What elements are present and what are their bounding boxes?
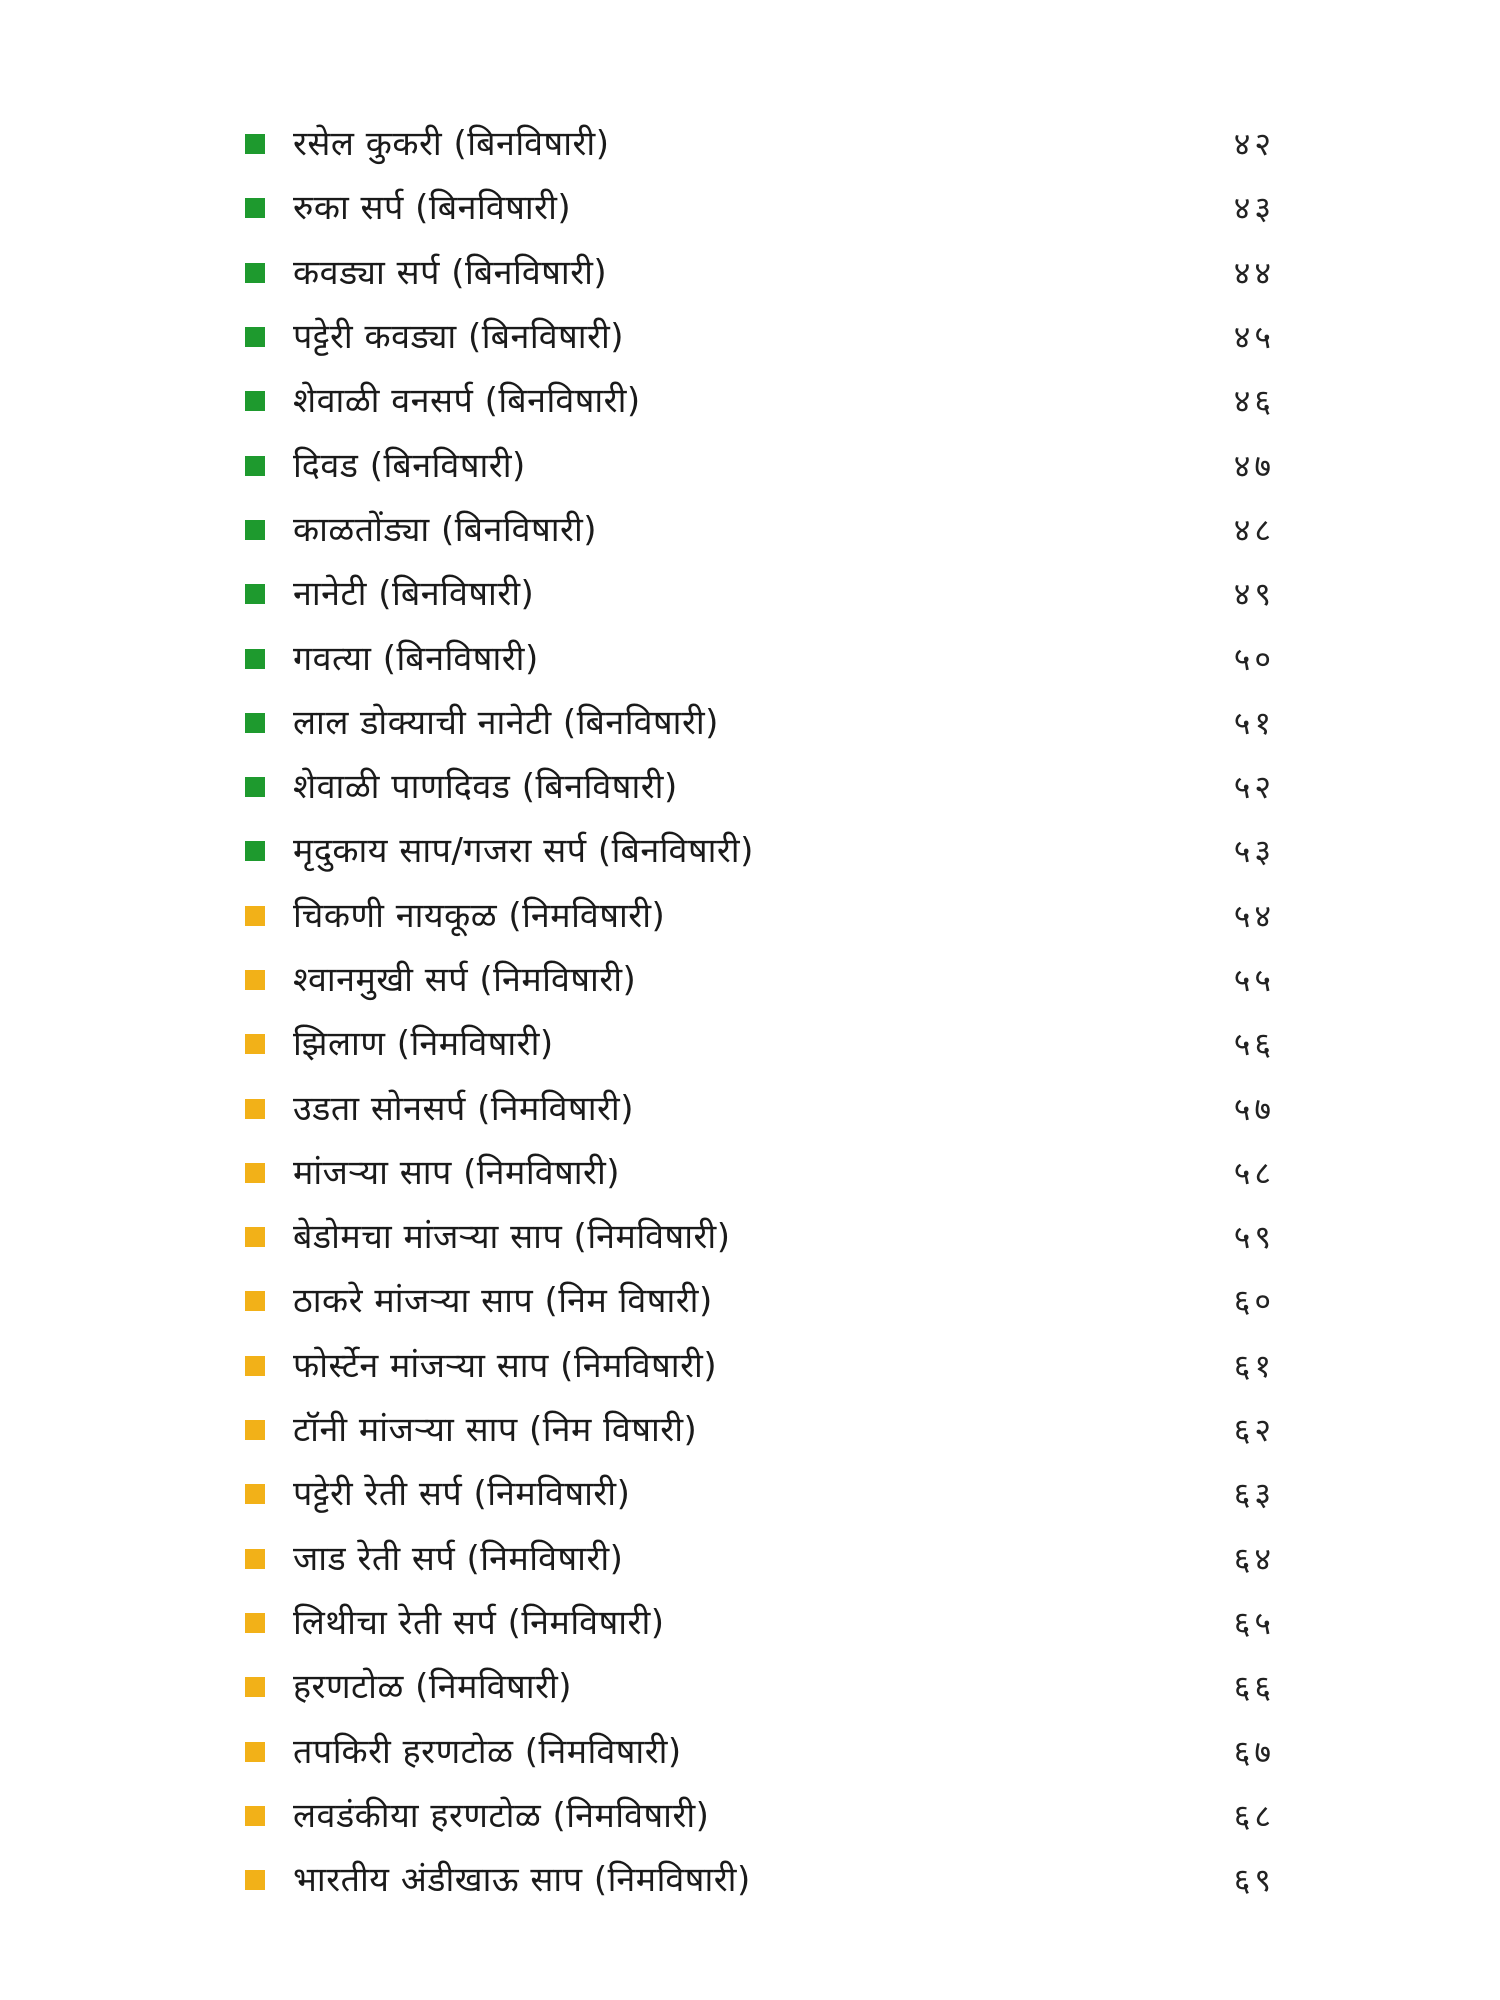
toc-page-number: ६८: [1233, 1796, 1275, 1835]
toc-page-number: ६२: [1233, 1411, 1275, 1450]
toc-entry: [245, 1269, 1275, 1333]
toc-entry-title: श्वानमुखी सर्प (निमविषारी): [293, 960, 637, 1000]
toc-entry: [245, 1398, 1275, 1462]
square-bullet-icon: [245, 841, 265, 861]
toc-entry: [245, 1334, 1275, 1398]
toc-entry: [245, 1462, 1275, 1526]
toc-page-number: ६३: [1233, 1475, 1275, 1514]
toc-page-number: ५२: [1233, 768, 1275, 807]
toc-entry-title: रसेल कुकरी (बिनविषारी): [293, 124, 610, 165]
square-bullet-icon: [245, 970, 265, 990]
toc-page-number: ६०: [1233, 1282, 1275, 1321]
toc-page-number: ५१: [1233, 703, 1275, 742]
toc-entry-title: मृदुकाय साप/गजरा सर्प (बिनविषारी): [293, 831, 754, 872]
toc-entry-title: बेडोमचा मांजऱ्या साप (निमविषारी): [293, 1217, 731, 1258]
toc-entry: [245, 112, 1275, 176]
toc-page-number: ६९: [1233, 1861, 1275, 1900]
toc-entry: [245, 1848, 1275, 1912]
toc-entry-title: लाल डोक्याची नानेटी (बिनविषारी): [293, 702, 719, 743]
square-bullet-icon: [245, 1484, 265, 1504]
toc-entry-title: फोर्स्टेन मांजऱ्या साप (निमविषारी): [293, 1345, 718, 1386]
toc-page-number: ५७: [1233, 1089, 1275, 1128]
square-bullet-icon: [245, 713, 265, 733]
toc-entry-title: झिलाण (निमविषारी): [293, 1024, 554, 1065]
toc-entry-title: लवडंकीया हरणटोळ (निमविषारी): [293, 1795, 710, 1836]
toc-page-number: ५९: [1233, 1218, 1275, 1257]
toc-page-number: ४५: [1233, 318, 1275, 357]
toc-page-number: ५३: [1233, 832, 1275, 871]
toc-entry: [245, 369, 1275, 433]
toc-page-number: ५५: [1233, 961, 1275, 999]
toc-entry-title: लिथीचा रेती सर्प (निमविषारी): [293, 1602, 665, 1643]
toc-entry: [245, 1591, 1275, 1655]
toc-entry-title: तपकिरी हरणटोळ (निमविषारी): [293, 1731, 682, 1772]
square-bullet-icon: [245, 391, 265, 411]
square-bullet-icon: [245, 1806, 265, 1826]
toc-entry-title: दिवड (बिनविषारी): [293, 445, 526, 486]
toc-entry: [245, 241, 1275, 305]
toc-entry: [245, 1784, 1275, 1848]
toc-entry: [245, 1012, 1275, 1076]
toc-entry-title: काळतोंड्या (बिनविषारी): [293, 509, 598, 550]
toc-entry: [245, 433, 1275, 497]
toc-page-number: ६४: [1233, 1539, 1275, 1578]
toc-entry-title: हरणटोळ (निमविषारी): [293, 1667, 573, 1708]
toc-entry-title: शेवाळी पाणदिवड (बिनविषारी): [293, 767, 678, 808]
toc-entry-title: शेवाळी वनसर्प (बिनविषारी): [293, 381, 641, 422]
toc-page-number: ४९: [1233, 575, 1275, 614]
toc-entry: [245, 884, 1275, 948]
toc-page-number: ६७: [1233, 1732, 1275, 1771]
square-bullet-icon: [245, 777, 265, 797]
toc-entry-title: भारतीय अंडीखाऊ साप (निमविषारी): [293, 1860, 751, 1901]
square-bullet-icon: [245, 263, 265, 283]
square-bullet-icon: [245, 584, 265, 604]
square-bullet-icon: [245, 1034, 265, 1054]
toc-entry: [245, 176, 1275, 240]
toc-entry-title: ठाकरे मांजऱ्या साप (निम विषारी): [293, 1281, 713, 1322]
toc-page-number: ५०: [1233, 639, 1275, 678]
toc-page-number: ४२: [1233, 125, 1275, 164]
toc-page-number: ४६: [1233, 382, 1275, 421]
square-bullet-icon: [245, 1356, 265, 1376]
toc-entry-title: चिकणी नायकूळ (निमविषारी): [293, 895, 666, 936]
toc-entry: [245, 691, 1275, 755]
toc-page-number: ५४: [1233, 896, 1275, 935]
toc-entry-title: रुका सर्प (बिनविषारी): [293, 188, 572, 229]
toc-page-number: ६६: [1233, 1668, 1275, 1707]
toc-entry-title: टॉनी मांजऱ्या साप (निम विषारी): [293, 1410, 698, 1451]
toc-entry: [245, 1076, 1275, 1140]
square-bullet-icon: [245, 1742, 265, 1762]
square-bullet-icon: [245, 649, 265, 669]
square-bullet-icon: [245, 198, 265, 218]
toc-entry: [245, 498, 1275, 562]
toc-page-number: ६५: [1233, 1603, 1275, 1642]
toc-entry: [245, 1655, 1275, 1719]
square-bullet-icon: [245, 456, 265, 476]
square-bullet-icon: [245, 906, 265, 926]
toc-entry: [245, 755, 1275, 819]
toc-page-number: ४७: [1233, 446, 1275, 485]
square-bullet-icon: [245, 1677, 265, 1697]
toc-page-number: ४४: [1233, 253, 1275, 292]
toc-entry-title: जाड रेती सर्प (निमविषारी): [293, 1538, 624, 1579]
toc-entry-title: पट्टेरी रेती सर्प (निमविषारी): [293, 1474, 631, 1515]
square-bullet-icon: [245, 1549, 265, 1569]
table-of-contents: [245, 112, 1275, 1912]
toc-entry: [245, 305, 1275, 369]
square-bullet-icon: [245, 134, 265, 154]
square-bullet-icon: [245, 1099, 265, 1119]
toc-entry: [245, 1527, 1275, 1591]
square-bullet-icon: [245, 1420, 265, 1440]
square-bullet-icon: [245, 520, 265, 540]
square-bullet-icon: [245, 1870, 265, 1890]
toc-entry: [245, 1719, 1275, 1783]
square-bullet-icon: [245, 1227, 265, 1247]
square-bullet-icon: [245, 1291, 265, 1311]
toc-entry: [245, 626, 1275, 690]
toc-entry-title: पट्टेरी कवड्या (बिनविषारी): [293, 317, 625, 358]
toc-entry-title: कवड्या सर्प (बिनविषारी): [293, 252, 608, 293]
toc-page-number: ५६: [1233, 1025, 1275, 1064]
toc-entry: [245, 562, 1275, 626]
toc-entry-title: नानेटी (बिनविषारी): [293, 574, 535, 615]
toc-entry: [245, 948, 1275, 1012]
square-bullet-icon: [245, 327, 265, 347]
toc-page-number: ४८: [1233, 510, 1275, 549]
square-bullet-icon: [245, 1163, 265, 1183]
toc-entry-title: मांजऱ्या साप (निमविषारी): [293, 1152, 621, 1193]
toc-page-number: ५८: [1233, 1153, 1275, 1192]
toc-page-number: ४३: [1233, 189, 1275, 228]
toc-entry: [245, 1205, 1275, 1269]
toc-entry-title: गवत्या (बिनविषारी): [293, 638, 539, 679]
toc-entry: [245, 819, 1275, 883]
square-bullet-icon: [245, 1613, 265, 1633]
toc-entry-title: उडता सोनसर्प (निमविषारी): [293, 1088, 634, 1129]
toc-entry: [245, 1141, 1275, 1205]
toc-page-number: ६१: [1233, 1346, 1275, 1385]
